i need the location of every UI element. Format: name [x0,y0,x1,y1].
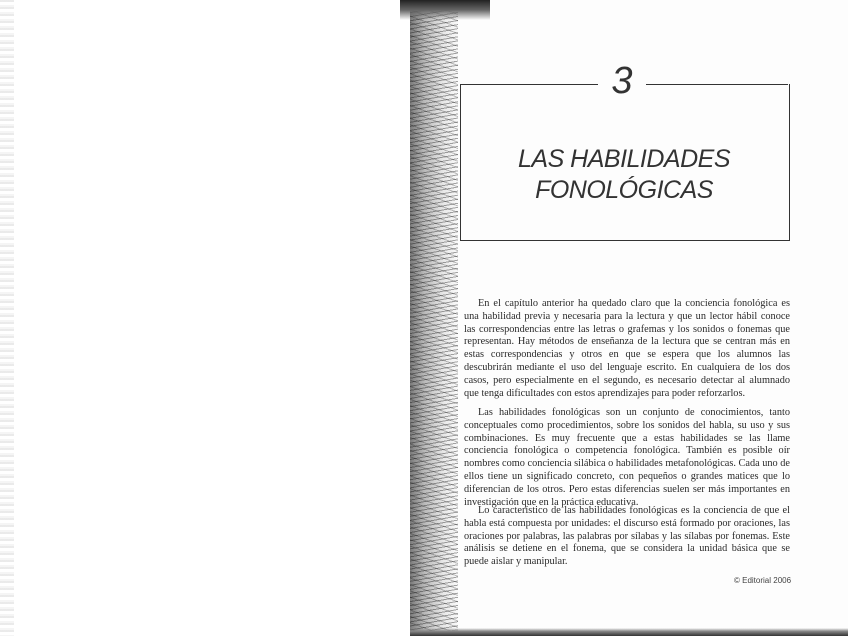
body-paragraph-2 [464,407,790,509]
left-page-edge [0,0,14,636]
paragraph-text: En el capítulo anterior ha quedado claro que la conciencia fonológica es una habilidad previa y necesaria para la lectura y que un lector hábil conoce las correspondencias entre las letras o grafemas y los sonidos o fonemas que representan. Hay métodos de enseñanza de la lectura que se centran más en estas correspondencias y otros en que se espera que los alumnos las descubrirán mediante el uso del lenguaje escrito. En cualquiera de los dos casos, pero especialmente en el segundo, es necesario detectar al alumnado que tenga dificultades con estos aprendizajes para poder reforzarlos. [464,298,790,399]
body-paragraph-3 [464,505,790,569]
paragraph-text: Lo característico de las habilidades fonológicas es la conciencia de que el habla está compuesta por unidades: el discurso está formado por oraciones, las oraciones por palabras, las palabras por sílabas y las sílabas por fonemas. Este análisis se detiene en el fonema, que se considera la unidad básica que se puede aislar y manipular. [464,505,790,568]
chapter-title-line-2: FONOLÓGICAS [535,176,713,204]
page-bottom-edge [410,628,848,636]
paragraph-text: Las habilidades fonológicas son un conjunto de conocimientos, tanto conceptuales como procedimientos, sobre los sonidos del habla, su uso y sus combinaciones. Es muy frecuente que a estas habilidades se las llame conciencia fonológica o competencia fonológica. También es posible oír nombres como conciencia silábica o habilidades metafonológicas. Cada uno de ellos tiene un significado concreto, con pequeños o grandes matices que lo diferencian de los otros. Pero estas diferencias suelen ser más importantes en investigación que en la práctica educativa. [464,407,790,508]
chapter-title-line-1: LAS HABILIDADES [517,145,731,173]
chapter-title [460,144,788,206]
book-gutter [410,0,458,636]
body-paragraph-1 [464,298,790,400]
right-page [458,0,848,628]
left-page-blank [0,0,414,636]
chapter-number: 3 [611,60,633,102]
copyright-footer: © Editorial 2006 [734,576,792,585]
